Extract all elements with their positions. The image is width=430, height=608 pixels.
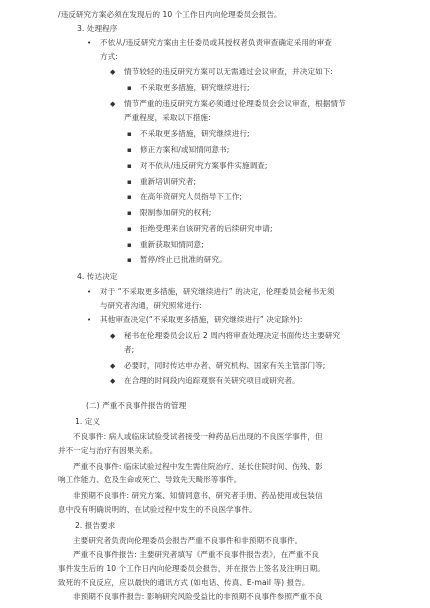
square-bullet-icon: ▪ — [127, 193, 132, 202]
list-item: 修正方案和/或知情同意书; — [140, 145, 230, 155]
section-heading: 2. 报告要求 — [75, 520, 116, 530]
body-text: 事件发生后的 10 个工作日内向伦理委员会报告，并在报告上签名及注明日期。 — [58, 564, 325, 574]
list-item: 在合理的时间段内追踪观察有关研究项目或研究者。 — [124, 376, 300, 386]
bullet-icon: • — [87, 316, 92, 325]
list-item: 在高年资研究人员指导下工作; — [140, 192, 242, 202]
bullet-icon: • — [87, 38, 92, 47]
list-item: 对不依从/违反研究方案事件实施调查; — [140, 160, 268, 170]
list-item: 不依从/违反研究方案由主任委员或其授权者负责审查确定采用的审查 — [100, 37, 332, 47]
diamond-bullet-icon: ◆ — [110, 332, 116, 341]
body-text: 并不一定与治疗有因果关系。 — [58, 445, 158, 455]
body-text: /违反研究方案必须在发现后的 10 个工作日内向伦理委员会报告。 — [58, 10, 282, 19]
section-heading: (二) 严重不良事件报告的管理 — [86, 401, 187, 411]
body-text: 非预期不良事件: 研究方案、知情同意书、研究者手册、药品使用或包装信 — [73, 491, 323, 501]
list-item: 情节严重的违反研究方案必须通过伦理委员会会议审查，根据情节 — [124, 98, 346, 108]
diamond-bullet-icon: ◆ — [110, 68, 116, 77]
diamond-bullet-icon: ◆ — [110, 361, 116, 370]
section-heading: 4. 传达决定 — [77, 271, 118, 281]
body-text: 致死的不良反应，应以最快的通讯方式 (如电话、传真、E-mail 等) 报告。 — [58, 578, 310, 588]
diamond-bullet-icon: ◆ — [110, 377, 116, 386]
list-item: 不采取更多措施，研究继续进行; — [140, 129, 250, 139]
list-item: 重新获取知情同意; — [140, 239, 204, 249]
square-bullet-icon: ▪ — [127, 146, 132, 155]
body-text: 严重不良事件报告: 主要研究者填写《严重不良事件报告表》，在严重不良 — [73, 550, 319, 560]
body-text: 主要研究者负责向伦理委员会报告严重不良事件和非预期不良事件。 — [73, 535, 303, 545]
section-heading: 1. 定义 — [75, 417, 101, 427]
list-item: 拒绝受理来自该研究者的后续研究申请; — [140, 223, 273, 233]
body-text: 响工作能力、危及生命或死亡、导致先天畸形等事件。 — [58, 475, 242, 485]
section-heading: 3. 处理程序 — [77, 23, 118, 33]
list-item: 秘书在伦理委员会议后 2 周内将审查处理决定书面传达主要研究 — [124, 331, 341, 341]
diamond-bullet-icon: ◆ — [110, 99, 116, 108]
body-text: 非预期不良事件报告: 影响研究风险受益比的非预期不良事件参照严重不良 — [73, 592, 323, 601]
square-bullet-icon: ▪ — [127, 256, 132, 265]
body-text: 不良事件: 病人或临床试验受试者接受一种药品后出现的不良医学事件，但 — [73, 431, 323, 441]
bullet-icon: • — [87, 287, 92, 296]
list-item: 其他审查决定(“不采取更多措施，研究继续进行” 决定除外): — [100, 315, 303, 325]
body-text: 息中没有明确说明的、在试验过程中发生的不良医学事件。 — [58, 505, 257, 514]
list-item: 暂停/终止已批准的研究。 — [140, 255, 227, 265]
list-item: 对于 “不采取更多措施，研究继续进行” 的决定，伦理委员会秘书无须 — [100, 286, 335, 296]
list-item: 情节较轻的违反研究方案可以无需通过会议审查，并决定如下: — [124, 67, 333, 77]
body-text: 严重不良事件: 临床试验过程中发生需住院治疗、延长住院时间、伤残、影 — [73, 461, 323, 471]
square-bullet-icon: ▪ — [127, 209, 132, 217]
list-item: 必要时，同时传达申办者、研究机构、国家有关主管部门等; — [124, 360, 326, 370]
square-bullet-icon: ▪ — [127, 84, 132, 93]
list-item-continuation: 者; — [124, 345, 135, 354]
square-bullet-icon: ▪ — [127, 177, 132, 186]
list-item: 重新培训研究者; — [140, 176, 197, 186]
square-bullet-icon: ▪ — [127, 130, 132, 139]
square-bullet-icon: ▪ — [127, 161, 132, 170]
square-bullet-icon: ▪ — [127, 224, 132, 233]
list-item-continuation: 严重程度，采取以下措施: — [124, 112, 211, 122]
list-item: 不采取更多措施，研究继续进行; — [140, 83, 250, 93]
list-item-continuation: 方式: — [100, 51, 118, 61]
list-item-continuation: 与研究者沟通，研究照常进行: — [100, 300, 202, 310]
square-bullet-icon: ▪ — [127, 240, 132, 249]
list-item: 限制参加研究的权利; — [140, 208, 212, 217]
